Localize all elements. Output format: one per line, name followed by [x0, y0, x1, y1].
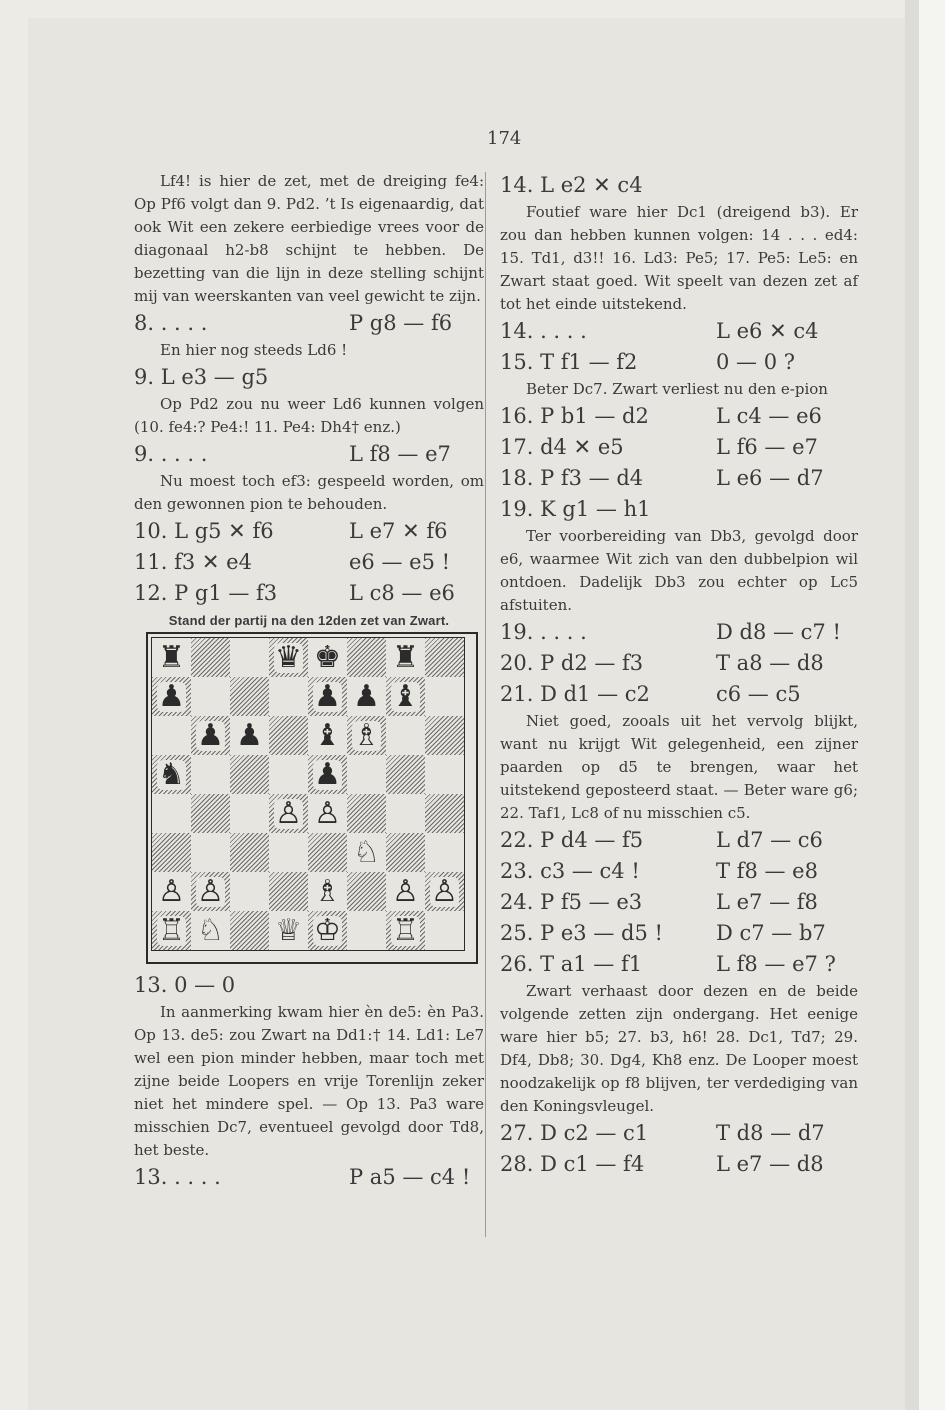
- black-move: T d8 — d7: [716, 1121, 825, 1145]
- white-move: 16. P b1 — d2: [500, 404, 649, 428]
- square-a2: [152, 872, 191, 911]
- move-line: [134, 362, 484, 393]
- square-e1: [308, 911, 347, 950]
- commentary-paragraph: In aanmerking kwam hier èn de5: èn Pa3. Op 13. de5: zou Zwart na Dd1:† 14. Ld1: Le7 wel een pion minder hebben, maar toch met zijne beide Loopers en vrije Torenlijn zeker niet het mindere spel. — Op 13. Pa3 ware misschien Dc7, eventueel gevolgd door Td8, het beste.: [134, 1003, 484, 1159]
- move-line: [500, 316, 858, 347]
- square-b4: [191, 794, 230, 833]
- square-b7: [191, 677, 230, 716]
- black-move: L e6 ✕ c4: [716, 319, 819, 343]
- chess-piece-icon: ♟: [197, 717, 224, 753]
- move-line: [500, 347, 858, 378]
- square-d5: [269, 755, 308, 794]
- move-line: [500, 918, 858, 949]
- move-line: [500, 1149, 858, 1180]
- square-h4: [425, 794, 464, 833]
- left-column: [134, 170, 484, 1193]
- move-line: [134, 547, 484, 578]
- square-d4: [269, 794, 308, 833]
- square-b3: [191, 833, 230, 872]
- move-line: [500, 887, 858, 918]
- commentary-paragraph: Lf4! is hier de zet, met de dreiging fe4: Op Pf6 volgt dan 9. Pd2. ’t Is eigenaardig, dat ook Wit een zekere eerbiedige vrees voor de diagonaal h2-b8 schijnt te hebben. De bezetting van die lijn in deze stelling schijnt mij van weerskanten van veel gewicht te zijn.: [134, 172, 484, 305]
- white-move: 14. . . . .: [500, 319, 587, 343]
- chess-piece-icon: ♟: [353, 678, 380, 714]
- move-line: [500, 432, 858, 463]
- square-g6: [386, 716, 425, 755]
- chess-piece-icon: ♝: [392, 678, 419, 714]
- square-b2: [191, 872, 230, 911]
- black-move: L f8 — e7 ?: [716, 952, 836, 976]
- move-line: [500, 170, 858, 201]
- square-g5: [386, 755, 425, 794]
- square-c5: [230, 755, 269, 794]
- page-edge-shadow: [905, 0, 919, 1410]
- square-d1: [269, 911, 308, 950]
- white-move: 9. . . . .: [134, 442, 208, 466]
- square-g4: [386, 794, 425, 833]
- move-line: [500, 1118, 858, 1149]
- white-move: 25. P e3 — d5 !: [500, 921, 663, 945]
- white-move: 18. P f3 — d4: [500, 466, 644, 490]
- move-line: [134, 308, 484, 339]
- square-f4: [347, 794, 386, 833]
- chess-piece-icon: ♟: [314, 678, 341, 714]
- white-move: 12. P g1 — f3: [134, 581, 278, 605]
- white-move: 26. T a1 — f1: [500, 952, 643, 976]
- move-line: [500, 494, 858, 525]
- black-move: P a5 — c4 !: [349, 1165, 471, 1189]
- black-move: T a8 — d8: [716, 651, 824, 675]
- white-move: 11. f3 ✕ e4: [134, 550, 252, 574]
- square-e5: [308, 755, 347, 794]
- move-line: [500, 679, 858, 710]
- chess-piece-icon: ♗: [314, 873, 341, 909]
- square-h2: [425, 872, 464, 911]
- square-e8: [308, 638, 347, 677]
- square-c7: [230, 677, 269, 716]
- move-line: [500, 463, 858, 494]
- square-f1: [347, 911, 386, 950]
- chess-piece-icon: ♟: [158, 678, 185, 714]
- square-c8: [230, 638, 269, 677]
- column-divider: [485, 172, 486, 1237]
- chess-piece-icon: ♗: [353, 717, 380, 753]
- black-move: L e6 — d7: [716, 466, 824, 490]
- move-line: [500, 401, 858, 432]
- square-g2: [386, 872, 425, 911]
- square-e3: [308, 833, 347, 872]
- square-a7: [152, 677, 191, 716]
- square-d6: [269, 716, 308, 755]
- commentary-paragraph: Beter Dc7. Zwart verliest nu den e-pion: [526, 380, 828, 398]
- chess-piece-icon: ♘: [197, 912, 224, 948]
- white-move: 19. . . . .: [500, 620, 587, 644]
- square-f6: [347, 716, 386, 755]
- square-a6: [152, 716, 191, 755]
- chess-board: [151, 637, 465, 951]
- square-d2: [269, 872, 308, 911]
- chess-piece-icon: ♙: [392, 873, 419, 909]
- white-move: 20. P d2 — f3: [500, 651, 644, 675]
- square-f5: [347, 755, 386, 794]
- move-line: [134, 578, 484, 609]
- square-d7: [269, 677, 308, 716]
- chess-piece-icon: ♙: [431, 873, 458, 909]
- commentary-paragraph: Nu moest toch ef3: gespeeld worden, om den gewonnen pion te behouden.: [134, 472, 484, 513]
- white-move: 8. . . . .: [134, 311, 208, 335]
- square-b6: [191, 716, 230, 755]
- chess-piece-icon: ♜: [392, 639, 419, 675]
- black-move: T f8 — e8: [716, 859, 818, 883]
- white-move: 21. D d1 — c2: [500, 682, 650, 706]
- move-line: [134, 970, 484, 1001]
- white-move: 15. T f1 — f2: [500, 350, 638, 374]
- black-move: L e7 — d8: [716, 1152, 824, 1176]
- square-b1: [191, 911, 230, 950]
- square-e7: [308, 677, 347, 716]
- page-edge: [919, 0, 945, 1410]
- diagram-caption: Stand der partij na den 12den zet van Zwart.: [168, 613, 450, 628]
- white-move: 27. D c2 — c1: [500, 1121, 649, 1145]
- move-line: [134, 1162, 484, 1193]
- square-a3: [152, 833, 191, 872]
- chess-diagram: [146, 632, 478, 964]
- move-line: [500, 949, 858, 980]
- move-line: [500, 648, 858, 679]
- move-line: [500, 617, 858, 648]
- square-f3: [347, 833, 386, 872]
- square-g8: [386, 638, 425, 677]
- move-line: [500, 856, 858, 887]
- white-move: 9. L e3 — g5: [134, 365, 269, 389]
- chess-piece-icon: ♜: [158, 639, 185, 675]
- black-move: L f8 — e7: [349, 442, 451, 466]
- chess-piece-icon: ♖: [392, 912, 419, 948]
- chess-piece-icon: ♟: [314, 756, 341, 792]
- square-a1: [152, 911, 191, 950]
- chess-piece-icon: ♛: [275, 639, 302, 675]
- chess-piece-icon: ♞: [158, 756, 185, 792]
- move-line: [134, 439, 484, 470]
- square-b8: [191, 638, 230, 677]
- chess-piece-icon: ♚: [314, 639, 341, 675]
- square-e2: [308, 872, 347, 911]
- black-move: 0 — 0 ?: [716, 350, 796, 374]
- white-move: 28. D c1 — f4: [500, 1152, 645, 1176]
- white-move: 19. K g1 — h1: [500, 497, 651, 521]
- commentary-paragraph: Zwart verhaast door dezen en de beide volgende zetten zijn ondergang. Het eenige ware hier b5; 27. b3, h6! 28. Dc1, Td7; 29. Df4, Db8; 30. Dg4, Kh8 enz. De Looper moest noodzakelijk op f8 blijven, ter verdediging van den Koningsvleugel.: [500, 982, 858, 1115]
- square-f7: [347, 677, 386, 716]
- right-column: [500, 170, 858, 1180]
- square-a5: [152, 755, 191, 794]
- square-b5: [191, 755, 230, 794]
- square-c1: [230, 911, 269, 950]
- page-number: 174: [487, 128, 522, 149]
- square-g7: [386, 677, 425, 716]
- black-move: c6 — c5: [716, 682, 801, 706]
- square-h3: [425, 833, 464, 872]
- square-c2: [230, 872, 269, 911]
- chess-piece-icon: ♔: [314, 912, 341, 948]
- white-move: 14. L e2 ✕ c4: [500, 173, 643, 197]
- square-h6: [425, 716, 464, 755]
- move-line: [500, 825, 858, 856]
- black-move: L d7 — c6: [716, 828, 823, 852]
- move-line: [134, 516, 484, 547]
- commentary-paragraph: Niet goed, zooals uit het vervolg blijkt, want nu krijgt Wit gelegenheid, een zijner paarden op d5 te brengen, waar het uitstekend geposteerd staat. — Beter ware g6; 22. Taf1, Lc8 of nu misschien c5.: [500, 712, 858, 822]
- chess-piece-icon: ♝: [314, 717, 341, 753]
- chess-piece-icon: ♖: [158, 912, 185, 948]
- black-move: D c7 — b7: [716, 921, 826, 945]
- black-move: D d8 — c7 !: [716, 620, 841, 644]
- white-move: 13. . . . .: [134, 1165, 221, 1189]
- black-move: L e7 — f8: [716, 890, 818, 914]
- commentary-paragraph: En hier nog steeds Ld6 !: [160, 341, 348, 359]
- square-e6: [308, 716, 347, 755]
- white-move: 13. 0 — 0: [134, 973, 236, 997]
- white-move: 17. d4 ✕ e5: [500, 435, 624, 459]
- square-d3: [269, 833, 308, 872]
- square-f2: [347, 872, 386, 911]
- square-e4: [308, 794, 347, 833]
- black-move: L c8 — e6: [349, 581, 455, 605]
- commentary-paragraph: Ter voorbereiding van Db3, gevolgd door e6, waarmee Wit zich van den dubbelpion wil ontdoen. Dadelijk Db3 zou echter op Lc5 afstuiten.: [500, 527, 858, 614]
- square-h7: [425, 677, 464, 716]
- square-g3: [386, 833, 425, 872]
- square-d8: [269, 638, 308, 677]
- square-c4: [230, 794, 269, 833]
- square-c6: [230, 716, 269, 755]
- chess-piece-icon: ♟: [236, 717, 263, 753]
- square-f8: [347, 638, 386, 677]
- black-move: L f6 — e7: [716, 435, 818, 459]
- black-move: L e7 ✕ f6: [349, 519, 448, 543]
- square-a4: [152, 794, 191, 833]
- chess-piece-icon: ♙: [275, 795, 302, 831]
- chess-piece-icon: ♙: [314, 795, 341, 831]
- white-move: 22. P d4 — f5: [500, 828, 644, 852]
- chess-piece-icon: ♙: [158, 873, 185, 909]
- square-c3: [230, 833, 269, 872]
- commentary-paragraph: Foutief ware hier Dc1 (dreigend b3). Er zou dan hebben kunnen volgen: 14 . . . ed4: 15. Td1, d3!! 16. Ld3: Pe5; 17. Pe5: Le5: en Zwart staat goed. Wit speelt van dezen zet af tot het einde uitstekend.: [500, 203, 858, 313]
- chess-piece-icon: ♕: [275, 912, 302, 948]
- square-h8: [425, 638, 464, 677]
- square-h5: [425, 755, 464, 794]
- white-move: 24. P f5 — e3: [500, 890, 643, 914]
- black-move: P g8 — f6: [349, 311, 453, 335]
- square-h1: [425, 911, 464, 950]
- square-a8: [152, 638, 191, 677]
- chess-piece-icon: ♘: [353, 834, 380, 870]
- square-g1: [386, 911, 425, 950]
- commentary-paragraph: Op Pd2 zou nu weer Ld6 kunnen volgen (10. fe4:? Pe4:! 11. Pe4: Dh4† enz.): [134, 395, 484, 436]
- white-move: 10. L g5 ✕ f6: [134, 519, 274, 543]
- black-move: L c4 — e6: [716, 404, 822, 428]
- white-move: 23. c3 — c4 !: [500, 859, 640, 883]
- chess-piece-icon: ♙: [197, 873, 224, 909]
- black-move: e6 — e5 !: [349, 550, 451, 574]
